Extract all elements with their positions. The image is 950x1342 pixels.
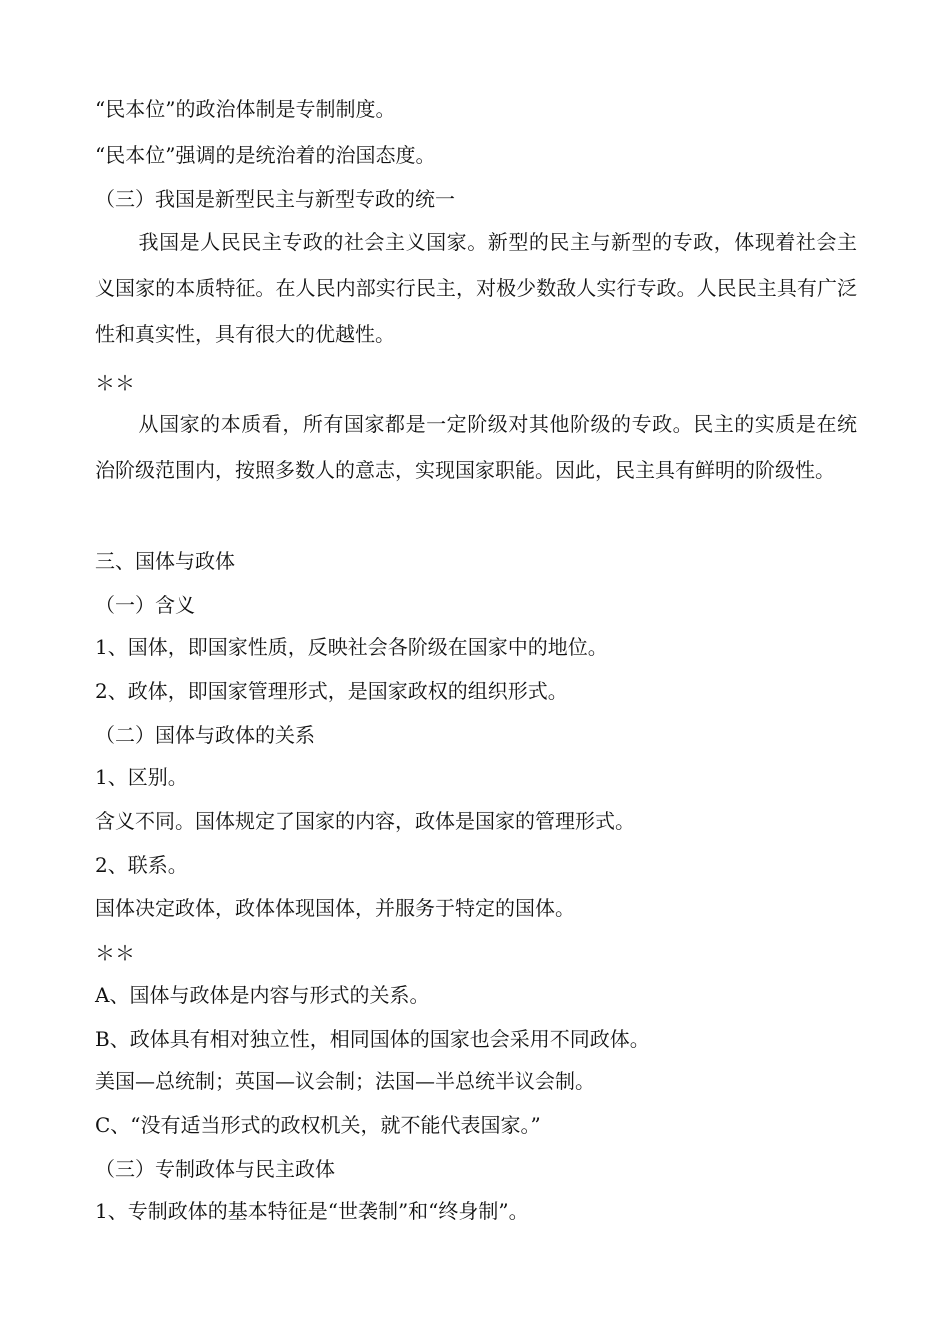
text-line: 2、联系。 bbox=[95, 853, 188, 877]
text-line: “民本位”的政治体制是专制制度。 bbox=[95, 97, 396, 121]
text-line: C、“没有适当形式的政权机关，就不能代表国家。” bbox=[95, 1113, 541, 1137]
text-line: 美国—总统制；英国—议会制；法国—半总统半议会制。 bbox=[95, 1069, 595, 1093]
section-heading: （三）我国是新型民主与新型专政的统一 bbox=[95, 187, 455, 211]
separator-stars: ＊＊ bbox=[95, 371, 135, 395]
paragraph bbox=[95, 219, 857, 357]
text-line: “民本位”强调的是统治着的治国态度。 bbox=[95, 143, 436, 167]
text-line: 1、区别。 bbox=[95, 765, 188, 789]
section-heading: （三）专制政体与民主政体 bbox=[95, 1157, 335, 1181]
text-line: 含义不同。国体规定了国家的内容，政体是国家的管理形式。 bbox=[95, 809, 635, 833]
text-line: 1、国体，即国家性质，反映社会各阶级在国家中的地位。 bbox=[95, 635, 608, 659]
separator-stars: ＊＊ bbox=[95, 941, 135, 965]
text-line: 1、专制政体的基本特征是“世袭制”和“终身制”。 bbox=[95, 1199, 529, 1223]
section-heading: （二）国体与政体的关系 bbox=[95, 723, 315, 747]
paragraph bbox=[95, 401, 857, 493]
section-heading: （一）含义 bbox=[95, 593, 195, 617]
text-line: A、国体与政体是内容与形式的关系。 bbox=[95, 983, 430, 1007]
text-line: 2、政体，即国家管理形式，是国家政权的组织形式。 bbox=[95, 679, 568, 703]
text-line: B、政体具有相对独立性，相同国体的国家也会采用不同政体。 bbox=[95, 1027, 650, 1051]
paragraph-text: 从国家的本质看，所有国家都是一定阶级对其他阶级的专政。民主的实质是在统治阶级范围内，按照多数人的意志，实现国家职能。因此，民主具有鲜明的阶级性。 bbox=[95, 412, 857, 482]
text-line: 国体决定政体，政体体现国体，并服务于特定的国体。 bbox=[95, 896, 575, 920]
chapter-heading: 三、国体与政体 bbox=[95, 549, 235, 573]
paragraph-text: 我国是人民民主专政的社会主义国家。新型的民主与新型的专政，体现着社会主义国家的本质特征。在人民内部实行民主，对极少数敌人实行专政。人民民主具有广泛性和真实性，具有很大的优越性。 bbox=[95, 230, 857, 346]
